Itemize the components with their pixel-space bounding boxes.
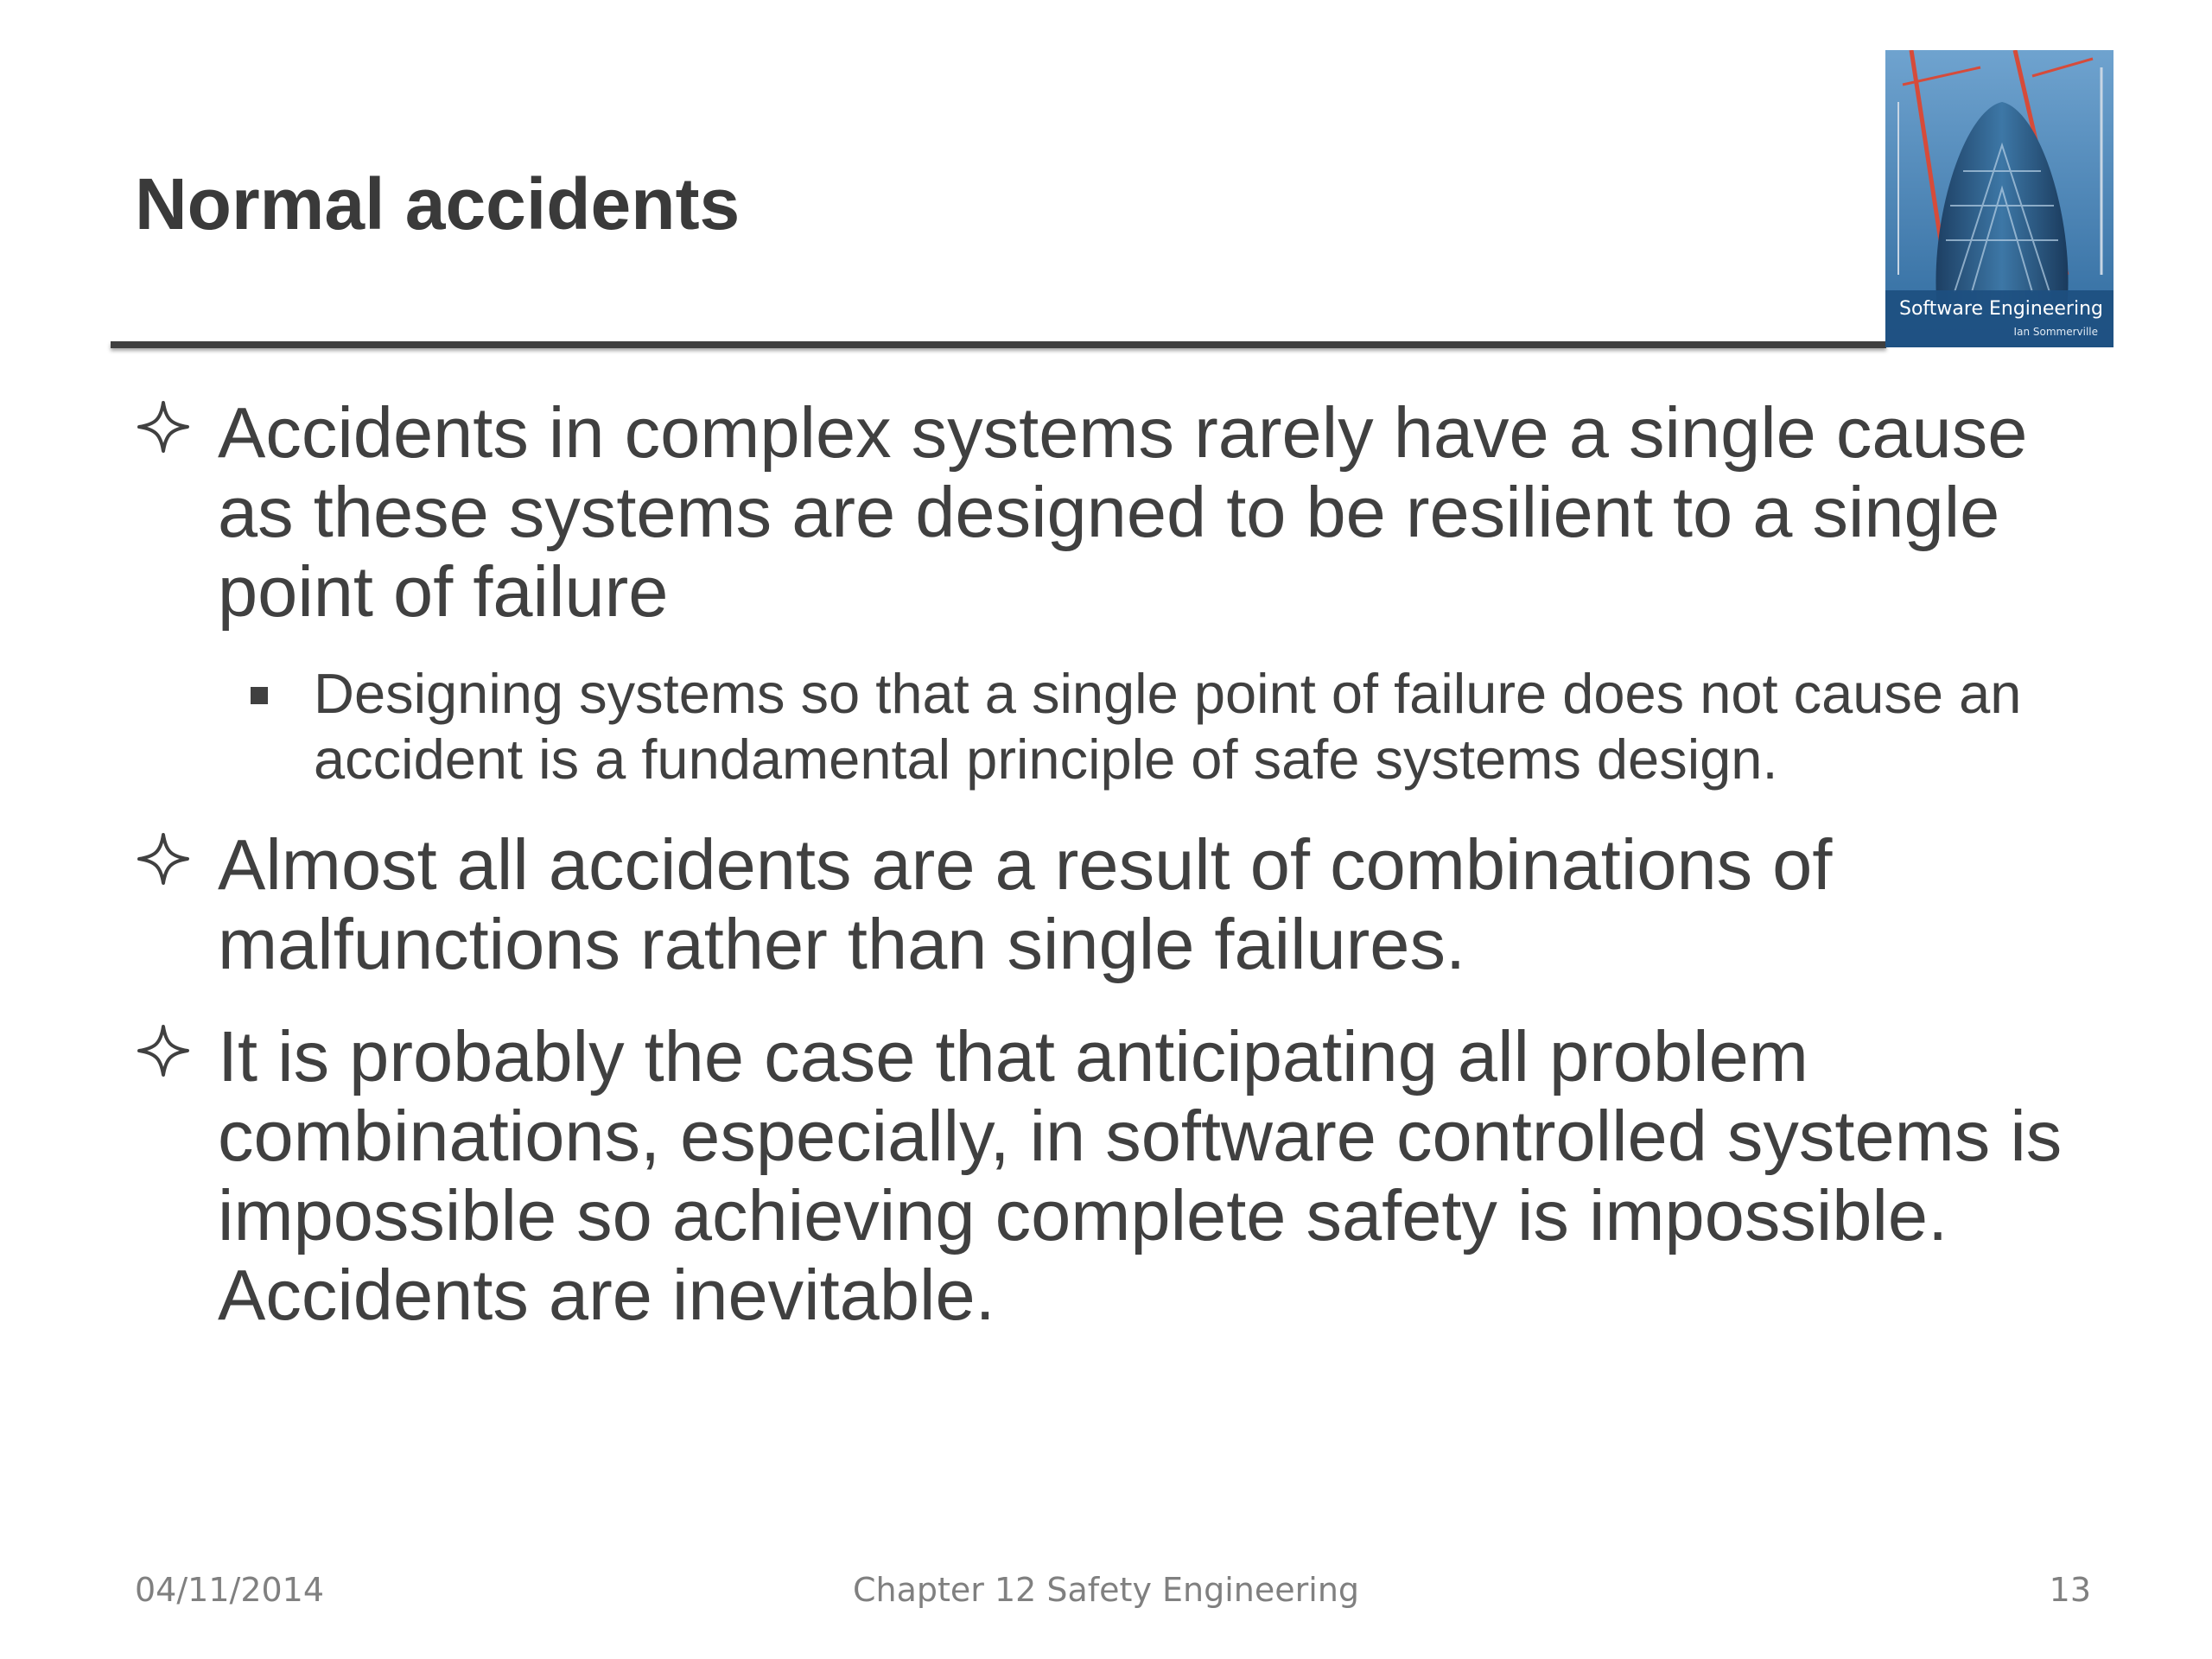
bullet-3-text: It is probably the case that anticipating all problem combinations, especially, in software controlled systems is impossible so achieving complete safety is impossible. Accidents are inevitable. bbox=[218, 1016, 2063, 1335]
cover-title: Software Engineering bbox=[1899, 298, 2103, 320]
bullet-1 bbox=[135, 393, 2122, 632]
four-point-star-icon bbox=[135, 398, 192, 455]
sub-bullet-1 bbox=[135, 661, 2122, 792]
four-point-star-icon bbox=[135, 1022, 192, 1079]
square-bullet-icon bbox=[251, 687, 268, 704]
footer-date: 04/11/2014 bbox=[135, 1571, 325, 1609]
slide-body bbox=[135, 393, 2122, 1335]
four-point-star-icon bbox=[135, 830, 192, 887]
bullet-1-text: Accidents in complex systems rarely have a single cause as these systems are designed to be resilient to a single point of failure bbox=[218, 392, 2028, 632]
bullet-2-text: Almost all accidents are a result of combinations of malfunctions rather than single failures. bbox=[218, 824, 1833, 984]
sub-bullet-1-text: Designing systems so that a single point of failure does not cause an accident is a fundamental principle of safe systems design. bbox=[314, 662, 2022, 791]
footer-page-number: 13 bbox=[2049, 1571, 2091, 1609]
slide-title: Normal accidents bbox=[135, 163, 741, 245]
bullet-2 bbox=[135, 825, 2122, 984]
cover-author: Ian Sommerville bbox=[2013, 326, 2098, 338]
book-cover-image bbox=[1885, 50, 2113, 347]
bullet-3 bbox=[135, 1017, 2122, 1335]
title-divider bbox=[111, 341, 1886, 348]
footer-chapter: Chapter 12 Safety Engineering bbox=[852, 1571, 1360, 1609]
